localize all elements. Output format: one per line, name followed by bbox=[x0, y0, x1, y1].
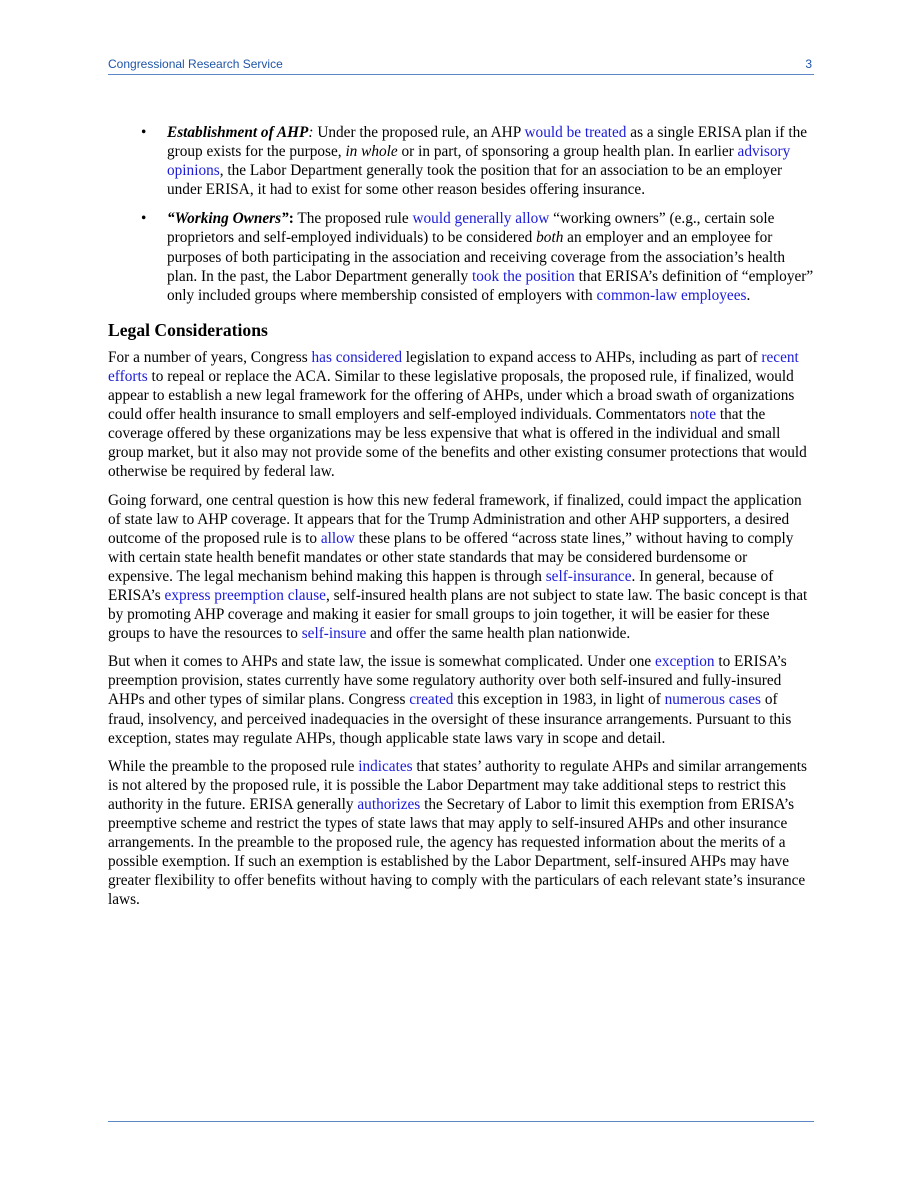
text-run: , self-insured health plans are not subject to state law. The basic concept is that by promoting AHP coverage and making it easier for small groups to join together, it will be easier for these groups to have the resources to bbox=[108, 586, 808, 643]
link-would-be-treated[interactable]: would be treated bbox=[524, 124, 627, 141]
header-divider bbox=[108, 74, 814, 75]
publisher-name: Congressional Research Service bbox=[108, 57, 283, 71]
text-run: that ERISA’s definition of “employer” only included groups where membership consisted of employers with bbox=[167, 267, 814, 304]
text-run: While the preamble to the proposed rule bbox=[108, 757, 359, 775]
text-run: that states’ authority to regulate AHPs and similar arrangements is not altered by the proposed rule, it is possible the Labor Department may take additional steps to restrict this authority in the future. ERISA generally bbox=[108, 757, 807, 813]
bullet-establishment-of-ahp bbox=[108, 123, 814, 199]
text-run: . In general, because of ERISA’s bbox=[108, 567, 774, 604]
paragraph-4 bbox=[108, 757, 814, 910]
document-body bbox=[108, 123, 814, 918]
link-self-insurance[interactable]: self-insurance bbox=[545, 567, 632, 585]
link-common-law-employees[interactable]: common-law employees bbox=[596, 286, 747, 304]
link-exception[interactable]: exception bbox=[655, 653, 715, 671]
link-indicates[interactable]: indicates bbox=[358, 757, 413, 775]
link-allow[interactable]: allow bbox=[320, 529, 355, 547]
text-run: “working owners” (e.g., certain sole proprietors and self-employed individuals) to be considered bbox=[167, 210, 775, 247]
text-run: this exception in 1983, in light of bbox=[453, 691, 665, 709]
link-self-insure[interactable]: self-insure bbox=[301, 625, 367, 643]
section-heading: Legal Considerations bbox=[108, 319, 268, 340]
text-run: But when it comes to AHPs and state law, the issue is somewhat complicated. Under one bbox=[108, 653, 656, 671]
text-run: or in part, of sponsoring a group health plan. In earlier bbox=[397, 143, 738, 161]
text-run: Under the proposed rule, an AHP bbox=[313, 124, 525, 141]
text-run: to repeal or replace the ACA. Similar to these legislative proposals, the proposed rule, if finalized, would appear to establish a new legal framework for the offering of AHPs, under which a broad swath of organizations could offer health insurance to small employers and self-employed individuals. Commentators bbox=[108, 367, 795, 424]
text-run: to ERISA’s preemption provision, states currently have some regulatory authority over both self-insured and fully-insured AHPs and other types of similar plans. Congress bbox=[108, 653, 787, 709]
text-run: that the coverage offered by these organizations may be less expensive that what is offered in the individual and small group market, but it also may not provide some of the benefits and other existing consumer protections that would otherwise be required by federal law. bbox=[108, 406, 807, 481]
link-recent-efforts[interactable]: recent efforts bbox=[108, 348, 799, 385]
link-advisory-opinions[interactable]: advisory opinions bbox=[167, 143, 791, 180]
text-run: and offer the same health plan nationwide. bbox=[366, 625, 631, 643]
paragraph-1 bbox=[108, 348, 814, 482]
bullet-term: Establishment of AHP bbox=[167, 124, 309, 141]
text-run: as a single ERISA plan if the group exists for the purpose, bbox=[167, 124, 808, 161]
link-express-preemption-clause[interactable]: express preemption clause bbox=[164, 586, 326, 604]
text-run: these plans to be offered “across state lines,” without having to comply with certain state health benefit mandates or other state standards that may be considered burdensome or expensive. The legal mechanism behind making this happen is through bbox=[108, 529, 794, 585]
emphasis: both bbox=[536, 229, 564, 247]
text-run: , the Labor Department generally took the position that for an association to be an employer under ERISA, it had to exist for some other reason besides offering insurance. bbox=[167, 162, 783, 199]
text-run: The proposed rule bbox=[293, 210, 413, 228]
text-run: For a number of years, Congress bbox=[108, 348, 312, 366]
text-run: Going forward, one central question is how this new federal framework, if finalized, could impact the application of state law to AHP coverage. It appears that for the Trump Administration and other AHP supporters, a desired outcome of the proposed rule is to bbox=[108, 491, 802, 547]
term-punct: : bbox=[308, 124, 314, 141]
footer-divider bbox=[108, 1121, 814, 1122]
text-run: . bbox=[746, 286, 751, 304]
bullet-list bbox=[108, 123, 814, 305]
bullet-icon: • bbox=[141, 124, 147, 141]
link-numerous-cases[interactable]: numerous cases bbox=[664, 691, 761, 709]
text-run: of fraud, insolvency, and perceived inadequacies in the oversight of these insurance arrangements. Pursuant to this exception, states may regulate AHPs, though applicable state laws vary in scope and detail. bbox=[108, 691, 792, 747]
text-run: legislation to expand access to AHPs, including as part of bbox=[401, 348, 762, 366]
link-took-the-position[interactable]: took the position bbox=[471, 267, 575, 285]
page-header bbox=[108, 57, 812, 71]
link-would-generally-allow[interactable]: would generally allow bbox=[412, 210, 550, 228]
text-run: an employer and an employee for purposes of both participating in the association and receiving coverage from the association’s health plan. In the past, the Labor Department generally bbox=[167, 229, 786, 285]
paragraph-2 bbox=[108, 491, 814, 644]
emphasis: in whole bbox=[345, 143, 398, 161]
link-authorizes[interactable]: authorizes bbox=[357, 795, 421, 813]
link-created[interactable]: created bbox=[409, 691, 454, 709]
bullet-icon: • bbox=[141, 210, 147, 228]
paragraph-3 bbox=[108, 652, 814, 747]
bullet-term: “Working Owners” bbox=[167, 210, 289, 228]
link-has-considered[interactable]: has considered bbox=[311, 348, 402, 366]
link-note[interactable]: note bbox=[689, 406, 717, 424]
page-number: 3 bbox=[805, 57, 812, 71]
bullet-working-owners bbox=[108, 209, 814, 304]
text-run: the Secretary of Labor to limit this exemption from ERISA’s preemptive scheme and restrict the types of state laws that may apply to self-insured AHPs and other insurance arrangements. In the preamble to the proposed rule, the agency has requested information about the merits of a possible exemption. If such an exemption is established by the Labor Department, self-insured AHPs may have greater flexibility to offer benefits without having to comply with the particulars of each relevant state’s insurance laws. bbox=[108, 795, 806, 909]
term-punct: : bbox=[288, 210, 294, 228]
